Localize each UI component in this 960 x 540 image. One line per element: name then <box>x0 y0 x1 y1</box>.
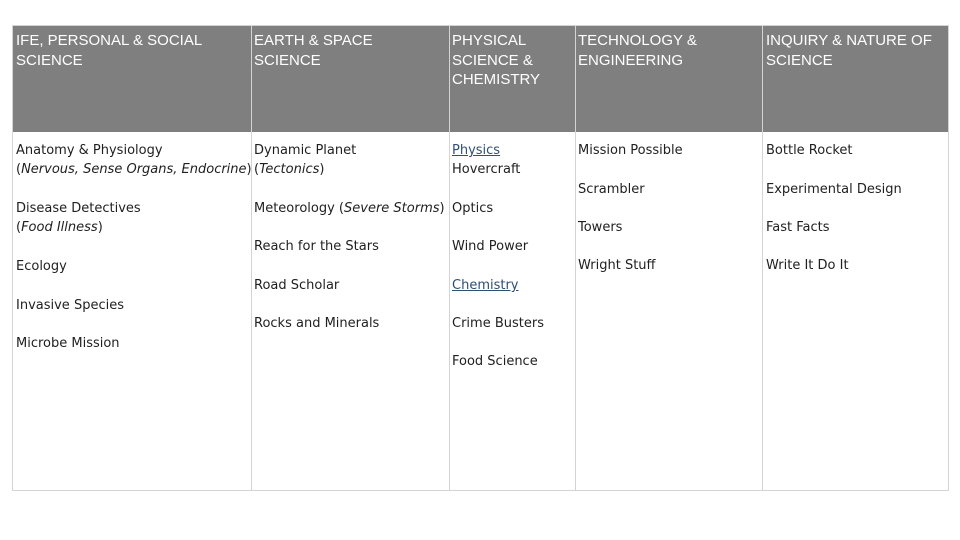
event-microbe-mission: Microbe Mission <box>16 336 120 351</box>
event-wind-power: Wind Power <box>452 239 529 254</box>
event-rocks-minerals: Rocks and Minerals <box>254 316 380 331</box>
table-body-row <box>13 132 948 490</box>
event-road-scholar: Road Scholar <box>254 278 340 293</box>
header-earth-space: EARTH & SPACE SCIENCE <box>254 32 373 69</box>
event-experimental-design: Experimental Design <box>766 182 902 197</box>
event-food-science: Food Science <box>452 354 538 369</box>
event-meteorology: Meteorology (Severe Storms) <box>254 201 445 216</box>
physics-link[interactable]: Physics <box>452 143 501 158</box>
column-inquiry <box>766 141 948 275</box>
event-write-it-do-it: Write It Do It <box>766 258 849 273</box>
event-fast-facts: Fast Facts <box>766 220 830 235</box>
header-technology-engineering: TECHNOLOGY & ENGINEERING <box>578 32 697 69</box>
event-hovercraft: Hovercraft <box>452 162 521 177</box>
header-life-personal-social: IFE, PERSONAL & SOCIAL SCIENCE <box>16 32 203 69</box>
events-table <box>12 25 949 491</box>
event-crime-busters: Crime Busters <box>452 316 544 331</box>
event-disease-detectives: Disease Detectives <box>16 201 141 216</box>
header-physical-chemistry: PHYSICAL SCIENCE & CHEMISTRY <box>452 32 541 88</box>
event-optics: Optics <box>452 201 494 216</box>
event-bottle-rocket: Bottle Rocket <box>766 143 853 158</box>
chemistry-link[interactable]: Chemistry <box>452 278 519 293</box>
event-dynamic-planet: Dynamic Planet <box>254 143 357 158</box>
column-earth <box>254 141 448 333</box>
event-ecology: Ecology <box>16 259 67 274</box>
event-wright-stuff: Wright Stuff <box>578 258 656 273</box>
event-mission-possible: Mission Possible <box>578 143 683 158</box>
event-towers: Towers <box>578 220 623 235</box>
event-anatomy-detail: (Nervous, Sense Organs, Endocrine) <box>16 162 252 177</box>
column-technology <box>578 141 760 275</box>
column-physical <box>452 141 574 371</box>
event-anatomy: Anatomy & Physiology <box>16 143 163 158</box>
event-dynamic-detail: (Tectonics) <box>254 162 325 177</box>
table-header-row <box>13 26 948 132</box>
column-life <box>16 141 252 353</box>
header-inquiry-nature: INQUIRY & NATURE OF SCIENCE <box>766 32 932 69</box>
event-scrambler: Scrambler <box>578 182 645 197</box>
event-disease-detail: (Food Illness) <box>16 220 103 235</box>
event-invasive-species: Invasive Species <box>16 298 124 313</box>
event-reach-for-the-stars: Reach for the Stars <box>254 239 379 254</box>
